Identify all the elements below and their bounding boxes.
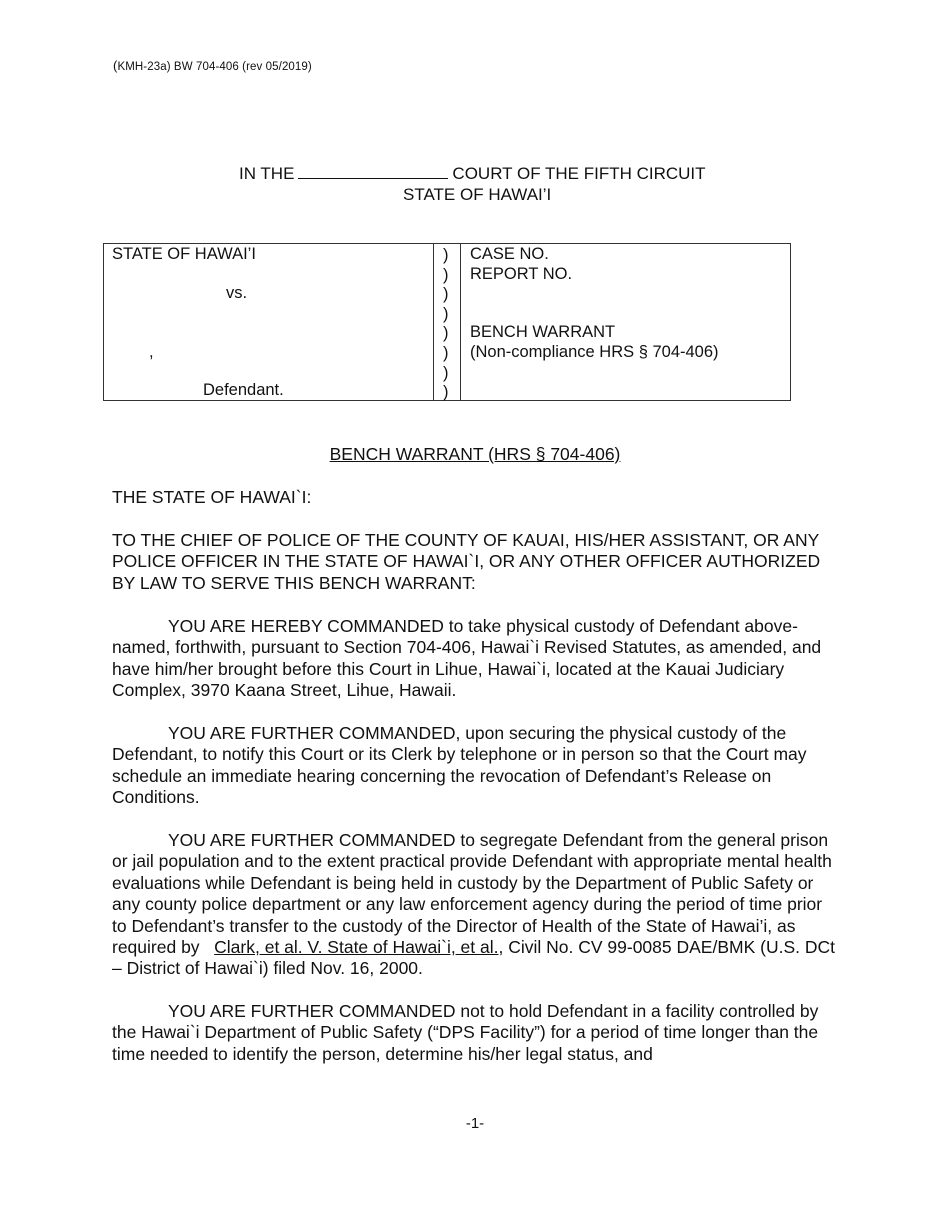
command-paragraph-1: YOU ARE HEREBY COMMANDED to take physical custody of Defendant above-named, forthwith, pursuant to Section 704-406, Hawai`i Revised Statutes, as amended, and have him/her brought before this Court in Lihue, Hawai`i, located at the Kauai Judiciary Complex, 3970 Kaana Street, Lihue, Hawaii. — [112, 616, 822, 701]
salutation: THE STATE OF HAWAI`I: — [112, 487, 312, 507]
paren: ) — [443, 363, 449, 382]
form-id-open-paren: ( — [113, 58, 118, 73]
defendant-name-comma: , — [149, 343, 154, 361]
case-number-label: CASE NO. — [470, 245, 549, 263]
caption-paren-column — [434, 244, 461, 400]
form-identifier — [113, 58, 312, 73]
court-line-2: STATE OF HAWAI’I — [403, 185, 552, 204]
case-citation: Clark, et al. V. State of Hawai`i, et al. — [214, 937, 499, 958]
paren: ) — [443, 285, 449, 304]
page-number: -1- — [465, 1115, 485, 1132]
court-prefix: IN THE — [239, 164, 295, 183]
paren: ) — [443, 246, 449, 264]
paren: ) — [443, 383, 449, 402]
court-suffix: COURT OF THE FIFTH CIRCUIT — [452, 164, 706, 183]
caption-parties — [104, 244, 434, 400]
plaintiff-name: STATE OF HAWAI’I — [112, 245, 256, 263]
form-id-code: KMH-23a) BW 704-406 (rev 05/2019) — [117, 61, 312, 73]
document-subtitle-label: (Non-compliance HRS § 704-406) — [470, 343, 719, 361]
paren: ) — [443, 324, 449, 343]
paren: ) — [443, 265, 449, 284]
command-paragraph-3 — [112, 830, 840, 980]
versus-label: vs. — [226, 284, 248, 302]
p3-text-before: YOU ARE FURTHER COMMANDED to segregate Defendant from the general prison or jail population and to the extent practical provide Defendant with appropriate mental health evaluations while Defendant is being held in custody by the Department of Public Safety or any county police department or any law enforcement agency during the period of time prior to Defendant’s transfer to the custody of the Director of Health of the State of Hawai’i, as required by — [112, 830, 832, 958]
paren: ) — [443, 304, 449, 323]
command-paragraph-4: YOU ARE FURTHER COMMANDED not to hold Defendant in a facility controlled by the Hawai`i Department of Public Safety (“DPS Facility”) for a period of time longer than the time needed to identify the person, determine his/her legal status, and — [112, 1001, 819, 1064]
document-title-label: BENCH WARRANT — [470, 323, 616, 341]
court-line-1 — [239, 163, 706, 184]
report-number-label: REPORT NO. — [470, 265, 573, 283]
p3-text-after: , Civil No. CV 99-0085 DAE/BMK (U.S. DCt – District of Hawai`i) filed Nov. 16, 2000. — [112, 937, 835, 979]
court-name-blank — [298, 164, 448, 179]
defendant-label: Defendant. — [203, 381, 284, 399]
command-paragraph-2: YOU ARE FURTHER COMMANDED, upon securing the physical custody of the Defendant, to notify this Court or its Clerk by telephone or in person so that the Court may schedule an immediate hearing concerning the revocation of Defendant’s Release on Conditions. — [112, 723, 807, 808]
case-caption-box — [103, 243, 791, 401]
paren: ) — [443, 343, 449, 362]
caption-case-info — [461, 244, 790, 400]
warrant-title — [0, 444, 950, 465]
addressee-paragraph: TO THE CHIEF OF POLICE OF THE COUNTY OF KAUAI, HIS/HER ASSISTANT, OR ANY POLICE OFFICER IN THE STATE OF HAWAI`I, OR ANY OTHER OFFICER AUTHORIZED BY LAW TO SERVE THIS BENCH WARRANT: — [112, 530, 821, 593]
warrant-title-text: BENCH WARRANT (HRS § 704-406) — [329, 444, 621, 464]
